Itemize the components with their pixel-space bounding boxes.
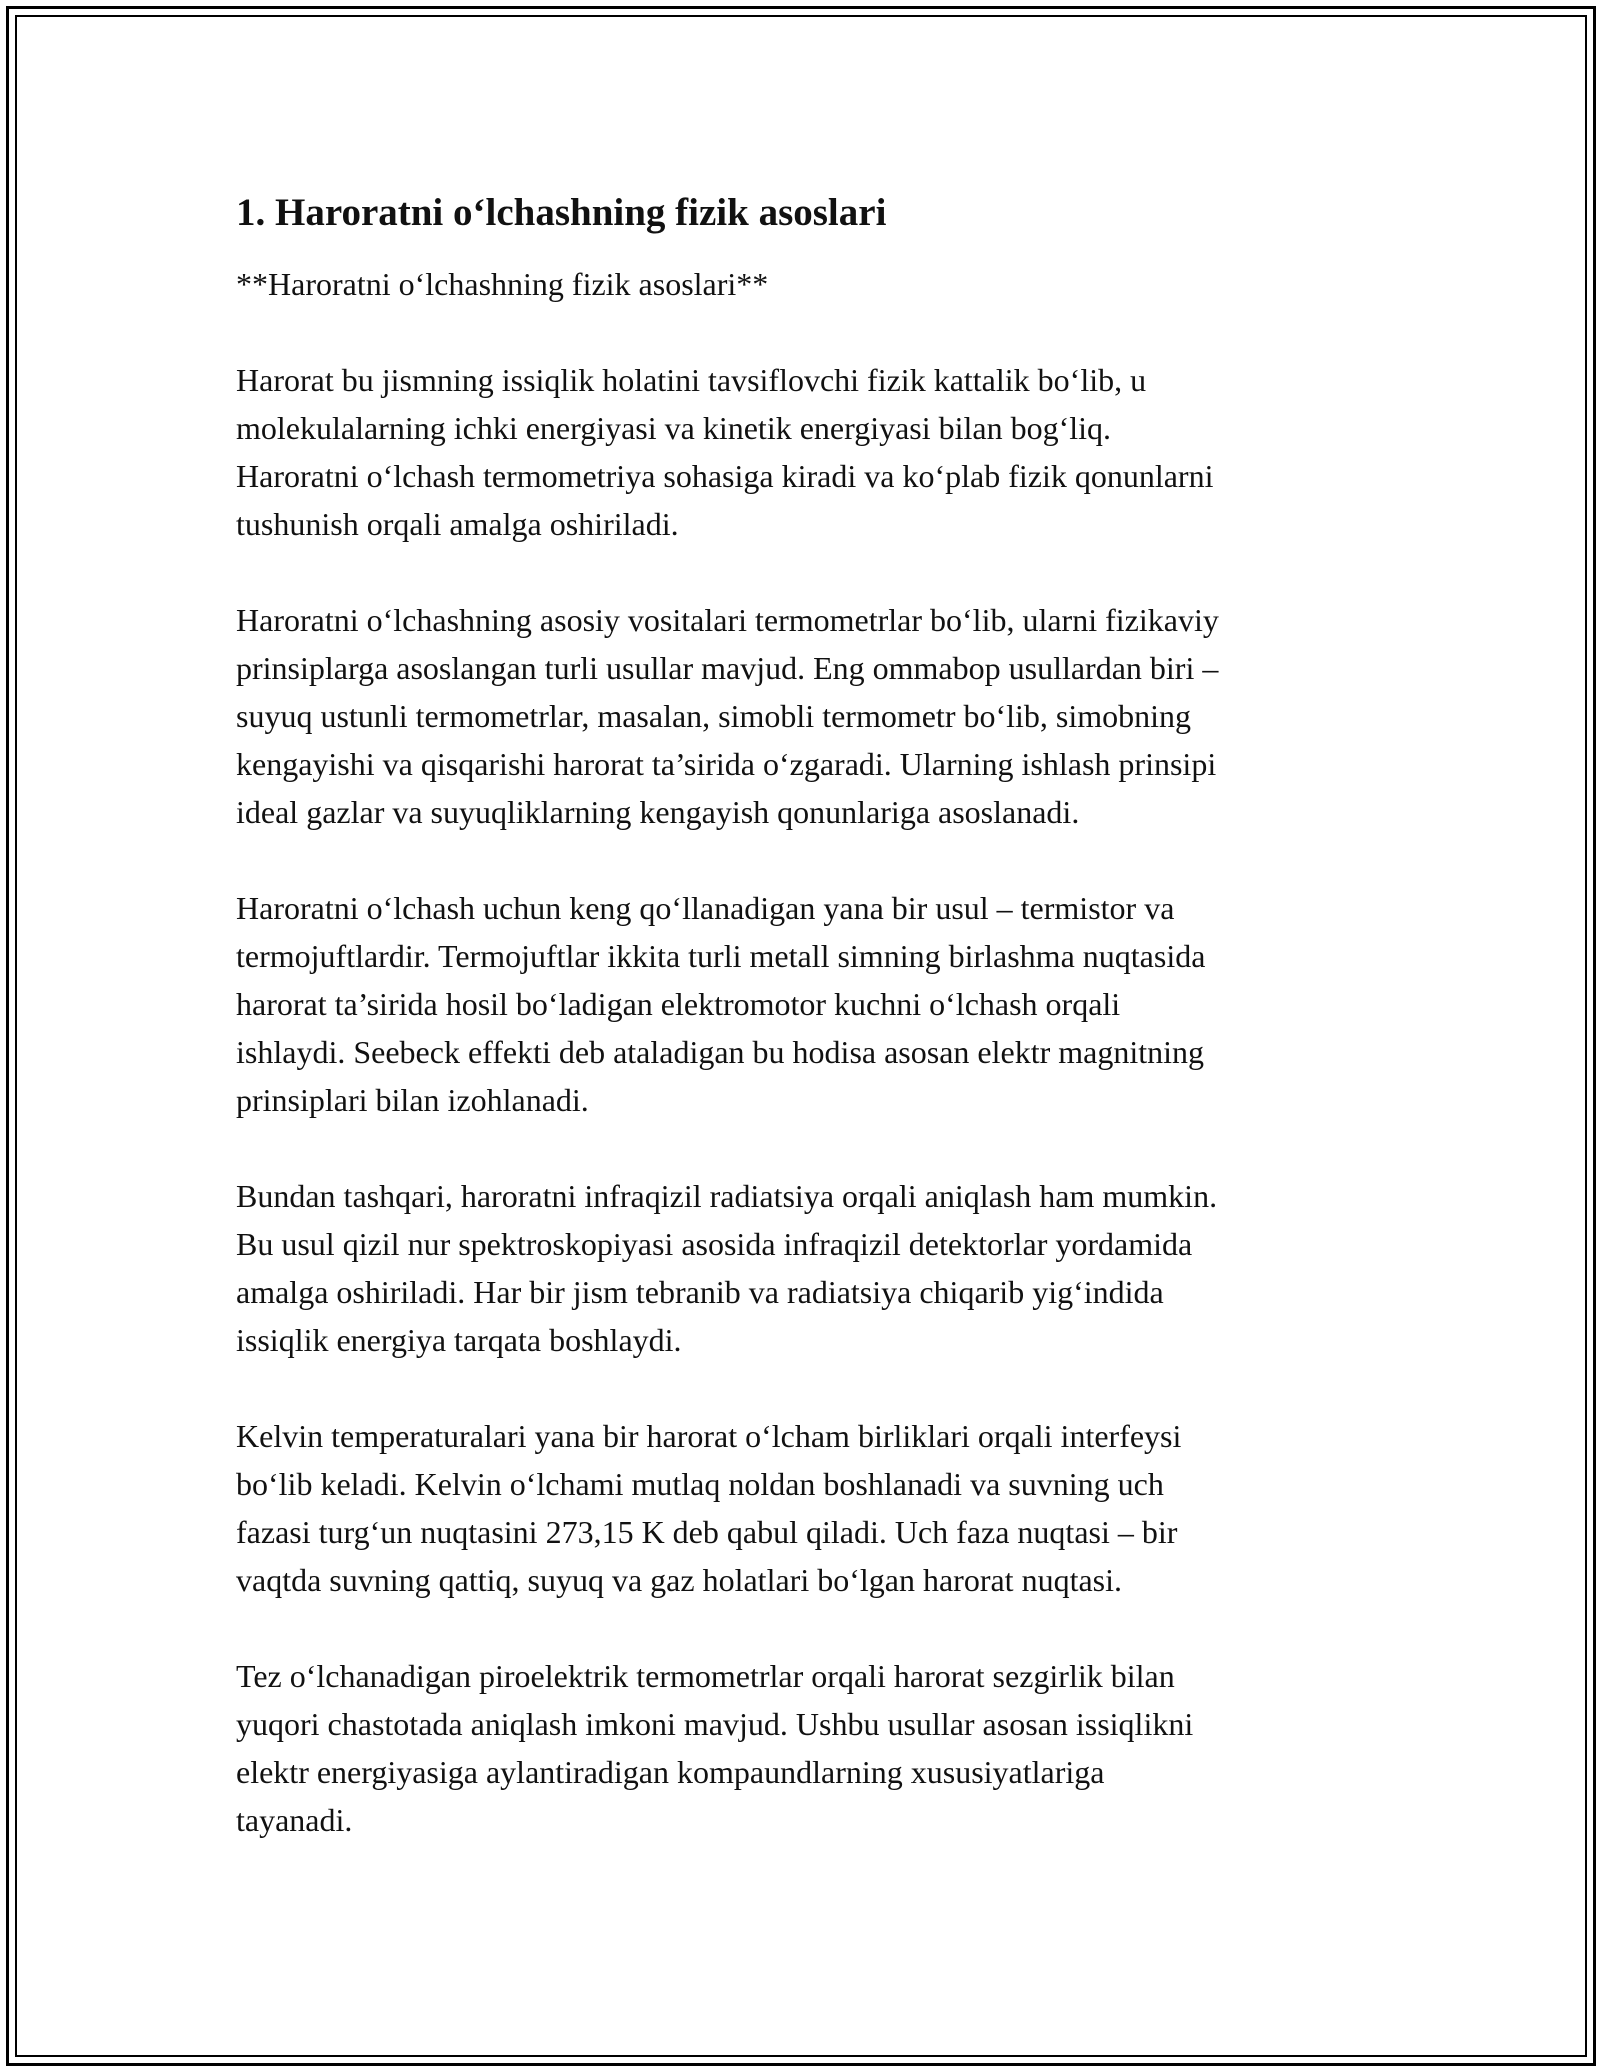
paragraph-line: Bundan tashqari, haroratni infraqizil radiatsiya orqali aniqlash ham mumkin. [236, 1178, 1218, 1214]
paragraph-line: Haroratni o‘lchash termometriya sohasiga kiradi va ko‘plab fizik qonunlarni [236, 458, 1214, 494]
paragraph-line: Kelvin temperaturalari yana bir harorat o‘lcham birliklari orqali interfeysi [236, 1418, 1182, 1454]
paragraph-line: fazasi turg‘un nuqtasini 273,15 K deb qabul qiladi. Uch faza nuqtasi – bir [236, 1514, 1178, 1550]
paragraph-line: prinsiplari bilan izohlanadi. [236, 1082, 589, 1118]
paragraph-line: tushunish orqali amalga oshiriladi. [236, 506, 679, 542]
paragraph-5 [236, 1412, 1386, 1604]
paragraph-3 [236, 884, 1386, 1124]
paragraph-line: kengayishi va qisqarishi harorat ta’sirida o‘zgaradi. Ularning ishlash prinsipi [236, 746, 1217, 782]
paragraph-line: Tez o‘lchanadigan piroelektrik termometrlar orqali harorat sezgirlik bilan [236, 1658, 1175, 1694]
paragraph-line: elektr energiyasiga aylantiradigan kompaundlarning xususiyatlariga [236, 1754, 1105, 1790]
paragraph-line: issiqlik energiya tarqata boshlaydi. [236, 1322, 682, 1358]
paragraph-line: suyuq ustunli termometrlar, masalan, simobli termometr bo‘lib, simobning [236, 698, 1192, 734]
paragraph-line: harorat ta’sirida hosil bo‘ladigan elektromotor kuchni o‘lchash orqali [236, 986, 1121, 1022]
paragraph-1 [236, 356, 1386, 548]
paragraph-line: Harorat bu jismning issiqlik holatini tavsiflovchi fizik kattalik bo‘lib, u [236, 362, 1147, 398]
paragraph-line: ideal gazlar va suyuqliklarning kengayish qonunlariga asoslanadi. [236, 794, 1080, 830]
paragraph-line: Bu usul qizil nur spektroskopiyasi asosida infraqizil detektorlar yordamida [236, 1226, 1193, 1262]
paragraph-line: Haroratni o‘lchashning asosiy vositalari termometrlar bo‘lib, ularni fizikaviy [236, 602, 1219, 638]
paragraph-line: prinsiplarga asoslangan turli usullar mavjud. Eng ommabop usullardan biri – [236, 650, 1219, 686]
paragraph-line: Haroratni o‘lchash uchun keng qo‘llanadigan yana bir usul – termistor va [236, 890, 1175, 926]
section-heading: 1. Haroratni o‘lchashning fizik asoslari [236, 191, 887, 234]
paragraph-line: tayanadi. [236, 1802, 353, 1838]
section-subtitle: **Haroratni o‘lchashning fizik asoslari** [236, 266, 769, 302]
paragraph-6 [236, 1652, 1386, 1844]
paragraph-line: termojuftlardir. Termojuftlar ikkita turli metall simning birlashma nuqtasida [236, 938, 1206, 974]
paragraph-4 [236, 1172, 1386, 1364]
paragraph-line: vaqtda suvning qattiq, suyuq va gaz holatlari bo‘lgan harorat nuqtasi. [236, 1562, 1122, 1598]
paragraph-line: yuqori chastotada aniqlash imkoni mavjud. Ushbu usullar asosan issiqlikni [236, 1706, 1194, 1742]
paragraph-2 [236, 596, 1386, 836]
paragraph-line: bo‘lib keladi. Kelvin o‘lchami mutlaq noldan boshlanadi va suvning uch [236, 1466, 1164, 1502]
paragraph-line: ishlaydi. Seebeck effekti deb ataladigan bu hodisa asosan elektr magnitning [236, 1034, 1205, 1070]
paragraph-line: molekulalarning ichki energiyasi va kinetik energiyasi bilan bog‘liq. [236, 410, 1112, 446]
paragraph-line: amalga oshiriladi. Har bir jism tebranib va radiatsiya chiqarib yig‘indida [236, 1274, 1164, 1310]
document-body [236, 188, 1386, 1892]
